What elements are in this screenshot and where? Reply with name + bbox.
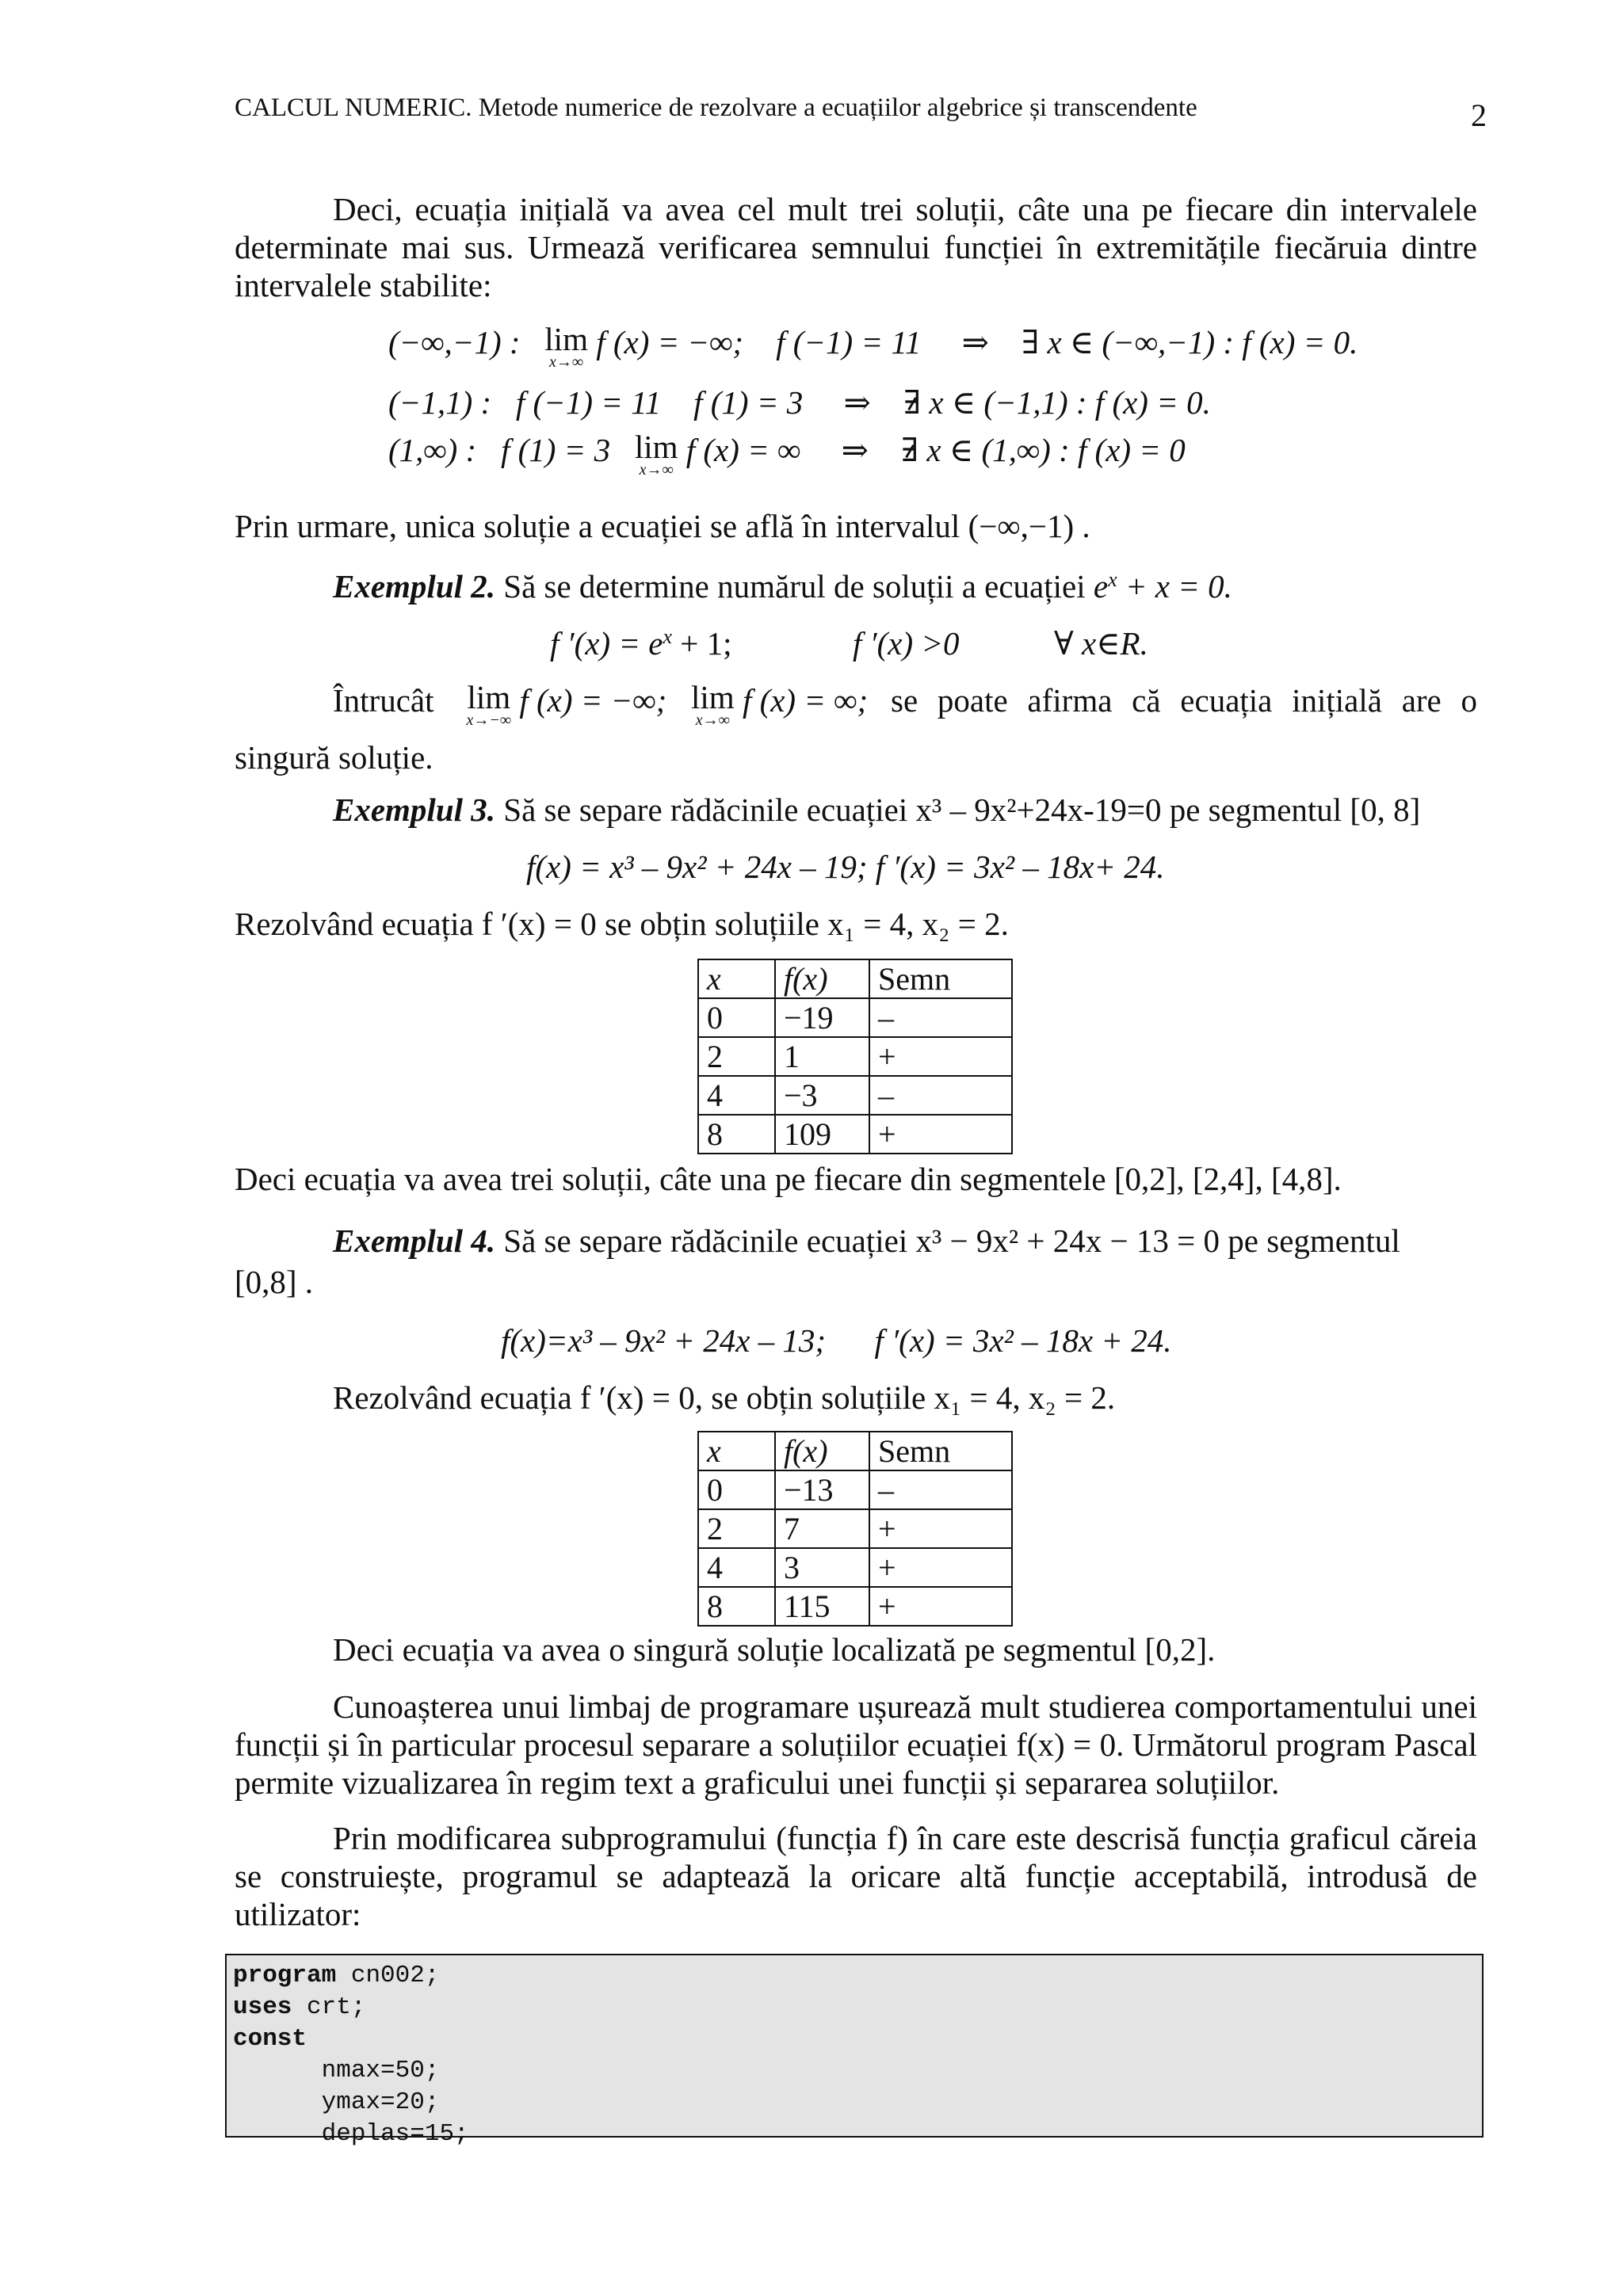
table-cell: x	[698, 1432, 775, 1470]
table-row	[698, 1548, 1012, 1587]
example-2-text-rest: se poate afirma că ecuația inițială are o	[891, 682, 1477, 719]
example-4-conclusion: Deci ecuația va avea o singură soluție localizată pe segmentul [0,2].	[333, 1631, 1216, 1668]
table-row	[698, 1587, 1012, 1626]
table-row	[698, 1076, 1012, 1115]
example-2-limits: Întrucât lim x→−∞ f (x) = −∞; lim x→∞ f (x) = ∞;	[333, 679, 869, 729]
table-cell: –	[869, 998, 1012, 1037]
example-2-derivative: f $'(x) = e^x + 1$;	[550, 625, 732, 662]
example-2-statement: Exemplul 2. Să se determine numărul de soluții a ecuației $e^x + x = 0$.	[333, 568, 1232, 605]
table-row	[698, 1470, 1012, 1509]
table-cell: +	[869, 1587, 1012, 1626]
closing-paragraph-1: Cunoașterea unui limbaj de programare ușurează mult studierea comportamentului unei funcții și în particular procesul separare a soluțiilor ecuației f(x) = 0. Următorul program Pascal permite vizualizarea în regim text a graficului unei funcții și separarea soluțiilor.	[235, 1688, 1477, 1801]
example-4-statement: Exemplul 4. Să se separe rădăcinile ecuației x³ − 9x² + 24x − 13 = 0 pe segmentul	[333, 1222, 1400, 1259]
table-cell: +	[869, 1509, 1012, 1548]
not-exists-symbol: ∃	[900, 432, 919, 468]
example-3-functions: f(x) = x³ – 9x² + 24x – 19; f ′(x) = 3x² – 18x+ 24.	[526, 849, 1165, 885]
code-keyword: program	[233, 1962, 337, 1989]
table-cell: 1	[775, 1037, 869, 1076]
table-cell: 8	[698, 1587, 775, 1626]
example-3-solve: Rezolvând ecuația f ′(x) = 0 se obțin soluțiile x₁ = 4, x₂ = 2.	[235, 906, 1009, 942]
table-cell: −13	[775, 1470, 869, 1509]
limit-expression: lim x→∞	[691, 679, 735, 729]
table-cell: 2	[698, 1037, 775, 1076]
running-header	[235, 93, 1487, 133]
example-2-forall: ∀ x∈R.	[1054, 625, 1148, 662]
table-cell: f(x)	[775, 959, 869, 998]
code-line: ymax=20;	[233, 2088, 440, 2116]
table-cell: 3	[775, 1548, 869, 1587]
example-3-label: Exemplul 3.	[333, 791, 496, 828]
example-4-label: Exemplul 4.	[333, 1222, 496, 1259]
example-2-label: Exemplul 2.	[333, 568, 496, 605]
code-line: deplas=15;	[233, 2120, 469, 2148]
example-3-table	[697, 959, 1013, 1154]
table-cell: 8	[698, 1115, 775, 1154]
table-cell: 109	[775, 1115, 869, 1154]
example-2-sign: f ′(x) >0	[853, 625, 960, 662]
table-cell: –	[869, 1470, 1012, 1509]
table-cell: +	[869, 1037, 1012, 1076]
table-cell: f(x)	[775, 1432, 869, 1470]
table-cell: +	[869, 1115, 1012, 1154]
code-keyword: const	[233, 2025, 307, 2053]
table-cell: 0	[698, 998, 775, 1037]
table-cell: 115	[775, 1587, 869, 1626]
closing-paragraph-2: Prin modificarea subprogramului (funcția f) în care este descrisă funcția graficul căreia se construiește, programul se adaptează la oricare altă funcție acceptabilă, introdusă de utilizator:	[235, 1820, 1477, 1932]
interval-3-line: (1,∞) : f (1) = 3 lim x→∞ f (x) = ∞ ⇒ ∃ x ∈ (1,∞) : f (x) = 0	[388, 429, 1186, 479]
example-4-functions: f(x)=x³ – 9x² + 24x – 13; f ′(x) = 3x² – 18x + 24.	[501, 1322, 1172, 1359]
example-2-text-end: singură soluție.	[235, 739, 433, 776]
table-cell: 2	[698, 1509, 775, 1548]
table-header-row	[698, 1432, 1012, 1470]
header-title: CALCUL NUMERIC. Metode numerice de rezolvare a ecuațiilor algebrice și transcendente	[235, 93, 1197, 122]
interval-1-line: (−∞,−1) : lim x→∞ f (x) = −∞; f (−1) = 11 ⇒ ∃ x ∈ (−∞,−1) : f (x) = 0.	[388, 321, 1358, 371]
table-cell: Semn	[869, 959, 1012, 998]
table-cell: –	[869, 1076, 1012, 1115]
table-row	[698, 1115, 1012, 1154]
table-cell: 7	[775, 1509, 869, 1548]
example-3-statement: Exemplul 3. Să se separe rădăcinile ecuației x³ – 9x²+24x-19=0 pe segmentul [0, 8]	[333, 791, 1421, 828]
example-4-solve: Rezolvând ecuația f ′(x) = 0, se obțin soluțiile x₁ = 4, x₂ = 2.	[333, 1379, 1116, 1416]
table-row	[698, 998, 1012, 1037]
example-3-conclusion: Deci ecuația va avea trei soluții, câte una pe fiecare din segmentele [0,2], [2,4], [4,8].	[235, 1161, 1342, 1197]
interval-2-line: (−1,1) : f (−1) = 11 f (1) = 3 ⇒ ∃ x ∈ (−1,1) : f (x) = 0.	[388, 384, 1211, 421]
limit-expression: lim x→−∞	[466, 679, 512, 729]
limit-expression: lim x→∞	[544, 321, 588, 371]
table-cell: 4	[698, 1076, 775, 1115]
table-row	[698, 1509, 1012, 1548]
intro-paragraph: Deci, ecuația inițială va avea cel mult trei soluții, câte una pe fiecare din intervalele determinate mai sus. Urmează verificarea semnului funcției în extremitățile fiecăruia dintre intervalele stabilite:	[235, 191, 1477, 303]
table-cell: 0	[698, 1470, 775, 1509]
table-cell: Semn	[869, 1432, 1012, 1470]
table-header-row	[698, 959, 1012, 998]
code-line: nmax=50;	[233, 2057, 440, 2084]
table-cell: x	[698, 959, 775, 998]
code-keyword: uses	[233, 1993, 292, 2021]
table-cell: −3	[775, 1076, 869, 1115]
intro-conclusion: Prin urmare, unica soluție a ecuației se află în intervalul (−∞,−1) .	[235, 508, 1090, 544]
not-exists-symbol: ∃	[903, 384, 922, 421]
page-number: 2	[1471, 97, 1487, 133]
example-4-table	[697, 1431, 1013, 1627]
limit-expression: lim x→∞	[634, 429, 678, 479]
table-cell: −19	[775, 998, 869, 1037]
table-row	[698, 1037, 1012, 1076]
example-4-segment: [0,8] .	[235, 1264, 314, 1300]
pascal-code-block: program cn002; uses crt; const nmax=50; ymax=20; deplas=15;	[225, 1954, 1484, 2138]
table-cell: +	[869, 1548, 1012, 1587]
table-cell: 4	[698, 1548, 775, 1587]
